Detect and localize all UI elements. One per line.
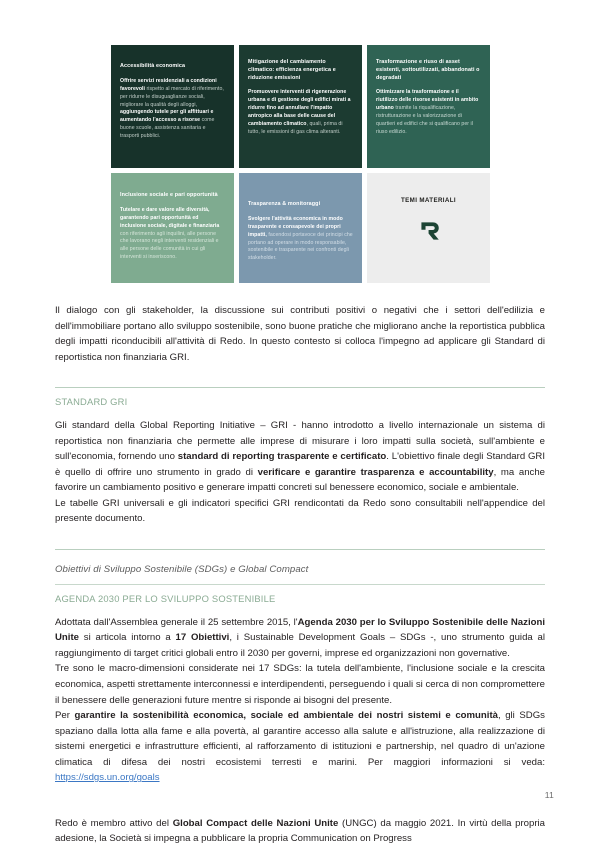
agenda-2030-paragraph-2: Tre sono le macro-dimensioni considerate nei 17 SDGs: la tutela dell'ambiente, l'inclusione sociale e la crescita economica, aspetti strettamente interconnessi e interdipendenti, perseguendo i quali si cerca di non compromettere il benessere delle generazioni future mentre si risponde ai bisogni del presente.	[55, 663, 545, 706]
card-body	[248, 89, 353, 136]
material-topic-card-trasparenza-monitoraggi	[239, 173, 362, 283]
card-body-bold-lead: Offrire servizi residenziali a condizioni favorevoli	[120, 77, 217, 92]
card-body-bold-second: aggiungendo tutele per gli affittuari e aumentando l'accesso a risorse	[120, 109, 214, 124]
sdg-p3-a: Per	[55, 710, 75, 722]
card-body-bold-lead: Promuovere interventi di rigenerazione urbana e di gestione degli edifici mirati a ridurre fino ad annullare l'impatto antropico alla base delle cause del cambiamento climatico	[248, 89, 351, 128]
card-body	[248, 216, 353, 263]
card-title: Accessibilità economica	[120, 63, 186, 69]
spacer	[55, 798, 545, 816]
redo-r-logo-icon	[416, 218, 442, 244]
card-body-tail: , quali, prima di tutto, le emissioni di gas clima alteranti.	[248, 121, 343, 136]
legend-title: TEMI MATERIALI	[401, 197, 456, 204]
gri-p1-c: . L'obiettivo finale degli Standard GRI è quello di offrire uno strumento in grado di	[55, 451, 546, 478]
agenda-2030-paragraph-1	[55, 615, 545, 662]
section-heading-standard-gri: STANDARD GRI	[55, 396, 128, 408]
page-content	[55, 303, 545, 859]
spacer	[55, 539, 545, 549]
agenda-2030-paragraph-3	[55, 708, 545, 786]
sdg-p3-c: , gli SDGs spaziano dalla lotta alla fame e alla povertà, al garantire accesso alla salute e all'istruzione, alla realizzazione di sistemi energetici e infrastrutture efficienti, al rafforzamento di istituzioni e partnership, nel quadro di un'azione climatica di difesa dei nostri ecosistemi terresti e marini. Per maggiori informazioni si veda:	[55, 710, 545, 768]
card-title: Inclusione sociale e pari opportunità	[120, 192, 218, 198]
page-number: 11	[544, 790, 554, 800]
spacer	[55, 377, 545, 387]
sdg-p1-c: si articola intorno a	[78, 632, 176, 644]
card-body-bold-lead: Tutelare e dare valore alle diversità, garantendo pari opportunità ed inclusione sociale, digitale e finanziaria	[120, 206, 220, 229]
sdg-p1-bold-2: 17 Obiettivi	[175, 632, 230, 644]
sdg-p1-e: , i Sustainable Development Goals – SDGs -, uno strumento guida al raggiungimento di target critici globali entro il 2030 per governi, imprese ed organizzazioni non governative.	[55, 632, 545, 659]
card-body-tail: facendosi portavoce dei principi che portano ad operare in modo responsabile, sostenibile e trasparente nei confronti degli stakeholder.	[248, 231, 353, 262]
card-body-bold-lead: Ottimizzare la trasformazione e il riutilizzo delle risorse esistenti in ambito urbano	[376, 89, 479, 112]
material-topic-card-accessibilita-economica	[111, 45, 234, 168]
material-topics-legend-card	[367, 173, 490, 283]
card-body-mid: rispetto al mercato di riferimento, per ridurre le disuguaglianze sociali, migliorare la qualità degli alloggi,	[120, 85, 224, 108]
spacer	[55, 550, 545, 564]
gri-p1-e: , ma anche favorire un cambiamento positivo e generare impatti concreti sul benessere economico, sociale e ambientale.	[55, 466, 545, 494]
gc-p-bold: Global Compact delle Nazioni Unite	[172, 817, 339, 829]
material-topic-card-mitigazione-cambiamento-climatico	[239, 45, 362, 168]
card-body-tail: con riferimento agli inquilini, alle persone che lavorano negli interventi residenziali e alle persone delle comunità in cui gli interventi si inseriscono.	[120, 230, 219, 261]
intro-paragraph: Il dialogo con gli stakeholder, la discussione sui contributi positivi o negativi che i settori dell'edilizia e dell'immobiliare portano allo sviluppo sostenibile, sono buone pratiche che migliorano anche la reportistica pubblica degli impatti riconducibili all'attività di Redo. In questo contesto si colloca l'impegno ad applicare gli Standard di reportistica non finanziaria GRI.	[55, 305, 545, 363]
card-body-tail: come buone scuole, assistenza sanitaria e trasporti pubblici.	[120, 117, 215, 140]
sdg-p3-bold: garantire la sostenibilità economica, sociale ed ambientale dei nostri sistemi e comunità	[74, 710, 498, 722]
section-italic-heading-sdgs: Obiettivi di Sviluppo Sostenibile (SDGs) e Global Compact	[55, 563, 309, 575]
card-title: Mitigazione del cambiamento climatico: efficienza energetica e riduzione emissioni	[248, 59, 336, 81]
sdg-p1-bold-1: Agenda 2030 per lo Sviluppo Sostenibile delle Nazioni Unite	[55, 616, 545, 644]
gc-p-c: (UNGC) da maggio 2021. In virtù della propria adesione, la Società si impegna a pubblicare la propria Communication on Progress	[55, 817, 545, 845]
card-body-tail: tramite la riqualificazione, ristrutturazione e la valorizzazione di quartieri ed edifici che si qualificano per il riuso edilizio.	[376, 105, 473, 136]
sdgs-un-org-link[interactable]: https://sdgs.un.org/goals	[55, 772, 160, 784]
card-body	[376, 89, 481, 136]
standard-gri-paragraph-1	[55, 418, 545, 496]
card-body	[120, 78, 225, 141]
global-compact-paragraph	[55, 816, 545, 847]
standard-gri-paragraph-2: Le tabelle GRI universali e gli indicatori specifici GRI rendicontati da Redo sono consultabili nell'appendice del presente documento.	[55, 497, 545, 525]
material-topic-card-inclusione-sociale	[111, 173, 234, 283]
gri-p1-bold-1: standard di reporting trasparente e certificato	[177, 451, 387, 463]
card-title: Trasformazione e riuso di asset esistenti, sottoutilizzati, abbandonati o degradati	[376, 59, 480, 81]
sdg-p1-a: Adottata dall'Assemblea generale il 25 settembre 2015, l'	[55, 616, 298, 628]
gri-p1-a: Gli standard della Global Reporting Initiative – GRI - hanno introdotto a livello internazionale un sistema di reportistica non finanziaria che permette alle imprese di misurare i loro impatti sulla società, sull'ambiente e sull'economia, fornendo uno	[55, 420, 545, 463]
card-body	[120, 207, 225, 262]
gc-p-a: Redo è membro attivo del	[55, 817, 173, 829]
material-topic-card-trasformazione-riuso-asset	[367, 45, 490, 168]
card-title: Trasparenza & monitoraggi	[248, 201, 321, 207]
card-body-bold-lead: Svolgere l'attività economica in modo trasparente e consapevole dei propri impatti,	[248, 215, 343, 238]
gri-p1-bold-2: verificare e garantire trasparenza e accountability	[257, 466, 494, 478]
material-topics-grid	[111, 45, 490, 283]
section-heading-agenda-2030: AGENDA 2030 PER LO SVILUPPO SOSTENIBILE	[55, 592, 276, 604]
